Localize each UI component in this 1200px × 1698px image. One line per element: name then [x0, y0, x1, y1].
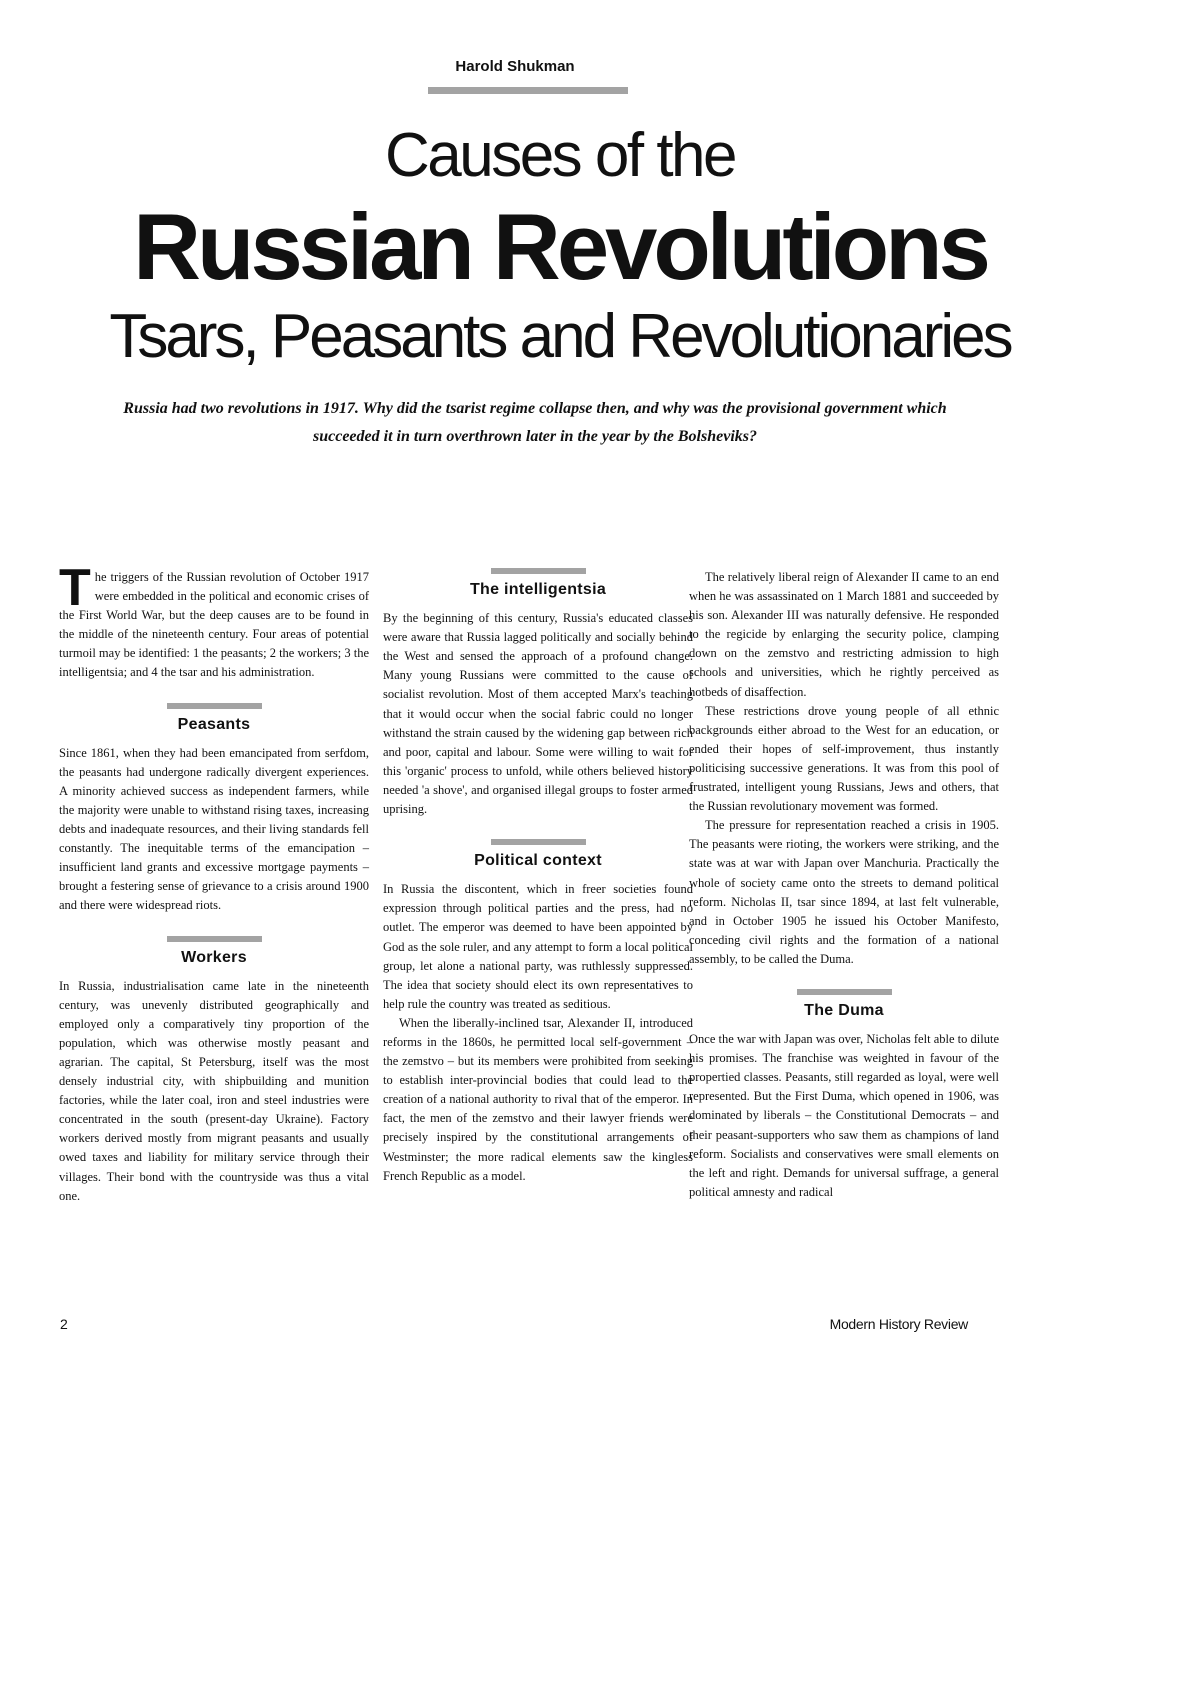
opening-paragraph — [59, 559, 369, 683]
publication-name: Modern History Review — [829, 1316, 968, 1332]
body-paragraph: Since 1861, when they had been emancipated from serfdom, the peasants had undergone radically divergent experiences. A minority achieved success as independent farmers, while the majority were unable to withstand rising taxes, increasing debts and inadequate resources, and their living standards fell constantly. The inequitable terms of the emancipation – insufficient land grants and excessive mortgage payments – brought a festering sense of grievance to a crisis around 1900 and there were widespread riots. — [59, 745, 369, 913]
title-line-2: Russian Revolutions — [133, 194, 987, 299]
section-rule — [797, 989, 892, 995]
column-3 — [689, 568, 999, 1202]
section-heading-label: The intelligentsia — [469, 581, 607, 598]
column-1 — [59, 559, 369, 1206]
section-rule — [491, 568, 586, 574]
section-heading — [689, 989, 999, 1020]
title-line-3: Tsars, Peasants and Revolutionaries — [109, 302, 1011, 371]
column-2 — [383, 568, 693, 1186]
body-paragraph: The relatively liberal reign of Alexander II came to an end when he was assassinated on 1 March 1881 and succeeded by his son. Alexander III was naturally defensive. He responded to the regicide by enlarging the security police, clamping down on the zemstvo and restricting admission to high schools and universities, which he rightly perceived as hotbeds of disaffection. — [689, 570, 999, 699]
paragraph-text: he triggers of the Russian revolution of October 1917 were embedded in the political and economic crises of the First World War, but the deep causes are to be found in the middle of the nineteenth century. Four areas of potential turmoil may be identified: 1 the peasants; 2 the workers; 3 the intelligentsia; and 4 the tsar and his administration. — [59, 570, 369, 680]
section-heading-label: Workers — [181, 948, 247, 966]
title-line-1: Causes of the — [384, 121, 736, 190]
author-name: Harold Shukman — [455, 58, 575, 75]
body-paragraph: By the beginning of this century, Russia's educated classes were aware that Russia lagged politically and socially behind the West and sensed the approach of a profound change. Many young Russians were committed to the cause of socialist revolution. Most of them accepted Marx's teaching that it would occur when the social fabric could no longer withstand the strain caused by the widening gap between rich and poor, capital and labour. Some were willing to wait for this 'organic' process to unfold, while others believed history needed 'a shove', and organised illegal groups to foster armed uprising. — [383, 611, 693, 817]
body-paragraph: When the liberally-inclined tsar, Alexander II, introduced reforms in the 1860s, he permitted local self-government – the zemstvo – but its members were prohibited from seeking to establish inter-provincial bodies that could lead to the creation of a national authority to rival that of the emperor. In fact, the men of the zemstvo and their lawyer friends were precisely inspired by the constitutional arrangements of Westminster; the more radical elements saw the kingless French Republic as a model. — [383, 1015, 693, 1183]
section-rule — [167, 936, 262, 942]
body-paragraph: These restrictions drove young people of all ethnic backgrounds either abroad to the West for an education, or ended their hopes of self-improvement, thus instantly politicising successive generations. It was from this pool of frustrated, intelligent young Russians, Jews and others, that the Russian revolutionary movement was formed. — [689, 703, 999, 814]
body-paragraph: In Russia, industrialisation came late in the nineteenth century, was unevenly distributed geographically and employed only a comparatively tiny proportion of the population, which was otherwise mostly peasant and agrarian. The capital, St Petersburg, itself was the most densely industrial city, with shipbuilding and munition factories, while the later coal, iron and steel industries were concentrated in the south (present-day Ukraine). Factory workers derived mostly from migrant peasants and usually owed taxes and liability for military service through their villages. Their bond with the countryside was thus a vital one. — [59, 978, 369, 1203]
drop-cap: T — [59, 559, 91, 617]
section-rule — [167, 703, 262, 709]
body-paragraph: The pressure for representation reached a crisis in 1905. The peasants were rioting, the workers were striking, and the state was at war with Japan over Manchuria. Practically the whole of society came onto the streets to demand political reform. Nicholas II, tsar since 1894, at last felt vulnerable, and in October 1905 he issued his October Manifesto, conceding civil rights and the formation of a national assembly, to be called the Duma. — [689, 818, 999, 966]
section-heading — [59, 936, 369, 967]
section-heading — [383, 568, 693, 599]
section-heading — [383, 839, 693, 870]
section-heading-label: Peasants — [177, 715, 251, 733]
section-heading-label: Political context — [474, 852, 602, 870]
section-rule — [491, 839, 586, 845]
author-rule — [428, 87, 628, 94]
body-paragraph: In Russia the discontent, which in freer societies found expression through political parties and the press, had no outlet. The emperor was deemed to have been appointed by God as the sole ruler, and any attempt to form a local political group, let alone a national party, was ruthlessly suppressed. The idea that society should elect its own representatives to help rule the country was treated as seditious. — [383, 882, 693, 1011]
body-paragraph: Once the war with Japan was over, Nicholas felt able to dilute his promises. The franchise was weighted in favour of the propertied classes. Peasants, still regarded as loyal, were well represented. But the First Duma, which opened in 1906, was dominated by liberals – the Constitutional Democrats – and their peasant-supporters who saw them as champions of land reform. Socialists and conservatives were small elements on the left and right. Demands for universal suffrage, a general political amnesty and radical — [689, 1032, 999, 1199]
section-heading-label: The Duma — [804, 1001, 884, 1019]
section-heading — [59, 703, 369, 734]
page-number: 2 — [60, 1316, 68, 1332]
standfirst: Russia had two revolutions in 1917. Why did the tsarist regime collapse then, and why was the provisional government which succeeded it in turn overthrown later in the year by the Bolsheviks? — [123, 400, 947, 445]
